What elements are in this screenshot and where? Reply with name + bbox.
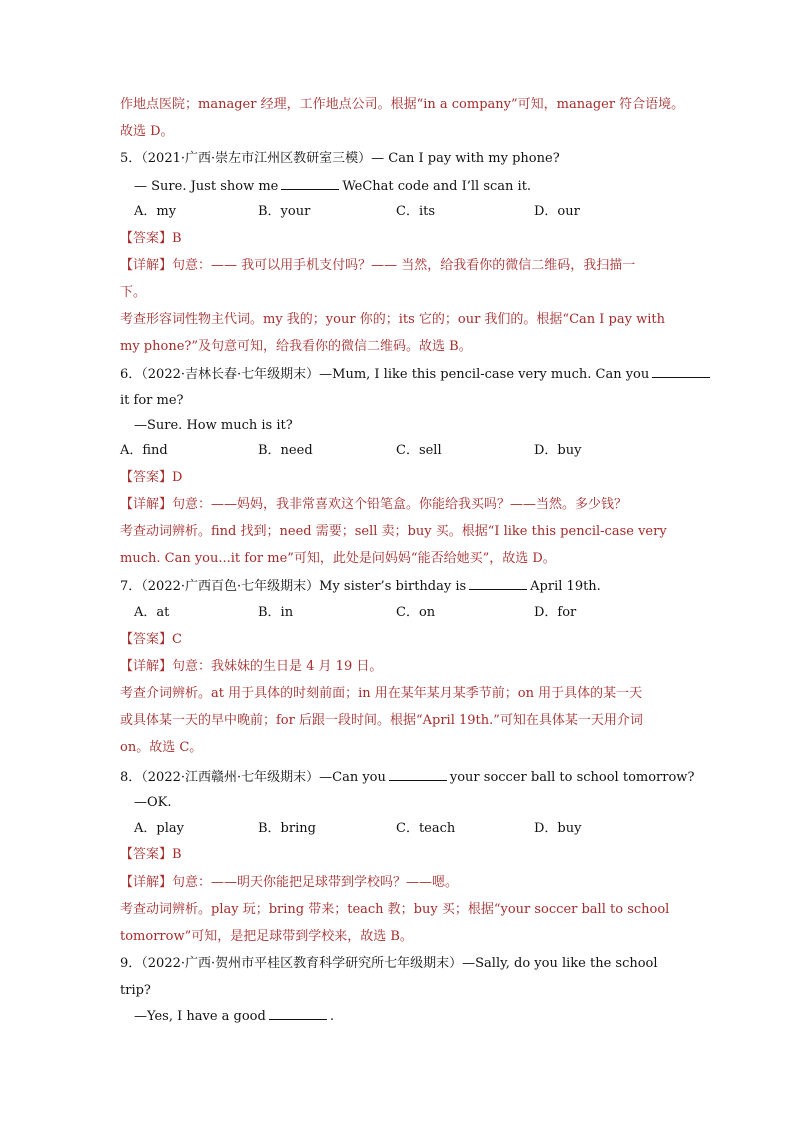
question-7-answer: 【答案】C — [120, 632, 182, 647]
question-7-analysis-3: on。故选 C。 — [120, 740, 203, 755]
question-7-analysis-1: 考查介词辨析。at 用于具体的时刻前面；in 用在某年某月某季节前；on 用于具体的某一天 — [120, 686, 643, 701]
option-b: B．your — [258, 204, 311, 219]
question-5-detail-2: 下。 — [120, 285, 147, 300]
option-a: A．at — [134, 605, 170, 620]
question-5-analysis-1: 考查形容词性物主代词。my 我的；your 你的；its 它的；our 我们的。根据“Can I pay with — [120, 312, 665, 327]
question-number: 8． — [120, 770, 142, 785]
question-number: 7． — [120, 579, 142, 594]
question-8-analysis-1: 考查动词辨析。play 玩；bring 带来；teach 教；buy 买；根据“your soccer ball to school — [120, 902, 670, 917]
question-6-stem-cont: it for me? — [120, 393, 184, 408]
question-source: （2022·江西赣州·七年级期末） — [141, 770, 320, 785]
question-6-options — [0, 442, 794, 460]
question-source: （2021·广西·崇左市江州区教研室三模） — [141, 151, 372, 166]
question-6-detail-1: 【详解】句意：——妈妈，我非常喜欢这个铅笔盒。你能给我买吗？——当然。多少钱？ — [120, 497, 628, 512]
option-a: A．my — [134, 204, 177, 219]
question-stem: — Can I pay with my phone? — [371, 151, 560, 166]
question-number: 5． — [120, 151, 142, 166]
answer-blank — [469, 577, 527, 590]
option-a: A．find — [120, 443, 168, 458]
question-5-header — [120, 150, 560, 168]
option-c: C．on — [396, 605, 436, 620]
question-5-stem-2: — Sure. Just show me WeChat code and I’ll scan it. — [134, 179, 532, 194]
question-7-analysis-2: 或具体某一天的早中晚前；for 后跟一段时间。根据“April 19th.”可知在具体某一天用介词 — [120, 713, 643, 728]
question-8-stem-2: —OK. — [134, 795, 172, 810]
option-b: B．need — [258, 443, 313, 458]
answer-blank — [269, 1007, 327, 1020]
question-9-stem-cont: trip? — [120, 983, 151, 998]
question-5-options — [0, 203, 794, 221]
question-8-analysis-2: tomorrow”可知，是把足球带到学校来，故选 B。 — [120, 929, 413, 944]
question-6-answer: 【答案】D — [120, 470, 183, 485]
question-8-options — [0, 820, 794, 838]
option-b: B．bring — [258, 821, 316, 836]
option-b: B．in — [258, 605, 294, 620]
question-8-detail-1: 【详解】句意：——明天你能把足球带到学校吗？——嗯。 — [120, 875, 459, 890]
option-d: D．for — [534, 605, 577, 620]
option-d: D．buy — [534, 443, 582, 458]
question-9-header: 9．（2022·广西·贺州市平桂区教育科学研究所七年级期末）—Sally, do you like the school — [120, 956, 658, 971]
intro-line-2: 故选 D。 — [120, 124, 174, 139]
question-number: 6． — [120, 367, 142, 382]
question-source: （2022·广西百色·七年级期末） — [141, 579, 320, 594]
intro-line-1: 作地点医院；manager 经理，工作地点公司。根据“in a company”可知，manager 符合语境。 — [120, 97, 685, 112]
answer-blank — [652, 365, 710, 378]
option-c: C．teach — [396, 821, 456, 836]
question-7-detail-1: 【详解】句意：我妹妹的生日是 4 月 19 日。 — [120, 659, 383, 674]
question-7-header: 7．（2022·广西百色·七年级期末）My sister’s birthday is April 19th. — [120, 579, 601, 594]
option-d: D．our — [534, 204, 580, 219]
question-8-answer: 【答案】B — [120, 847, 182, 862]
question-5-detail-1: 【详解】句意：—— 我可以用手机支付吗？—— 当然，给我看你的微信二维码，我扫描一 — [120, 258, 636, 273]
question-6-analysis-2: much. Can you...it for me”可知，此处是问妈妈“能否给她买”，故选 D。 — [120, 551, 556, 566]
question-9-stem-2: —Yes, I have a good . — [134, 1009, 334, 1024]
answer-blank — [389, 768, 447, 781]
option-a: A．play — [134, 821, 184, 836]
question-5-answer: 【答案】B — [120, 231, 182, 246]
answer-blank — [281, 177, 339, 190]
question-8-header: 8．（2022·江西赣州·七年级期末）—Can you your soccer ball to school tomorrow? — [120, 770, 695, 785]
question-6-analysis-1: 考查动词辨析。find 找到；need 需要；sell 卖；buy 买。根据“I like this pencil-case very — [120, 524, 667, 539]
option-d: D．buy — [534, 821, 582, 836]
question-5-analysis-2: my phone?”及句意可知，给我看你的微信二维码。故选 B。 — [120, 339, 472, 354]
question-7-options — [0, 604, 794, 622]
question-source: （2022·广西·贺州市平桂区教育科学研究所七年级期末） — [141, 956, 463, 971]
option-c: C．sell — [396, 443, 442, 458]
option-c: C．its — [396, 204, 436, 219]
question-number: 9． — [120, 956, 142, 971]
question-6-header: 6．（2022·吉林长春·七年级期末）—Mum, I like this pencil-case very much. Can you — [120, 365, 713, 384]
question-source: （2022·吉林长春·七年级期末） — [141, 367, 320, 382]
question-6-stem-2: —Sure. How much is it? — [134, 418, 293, 433]
